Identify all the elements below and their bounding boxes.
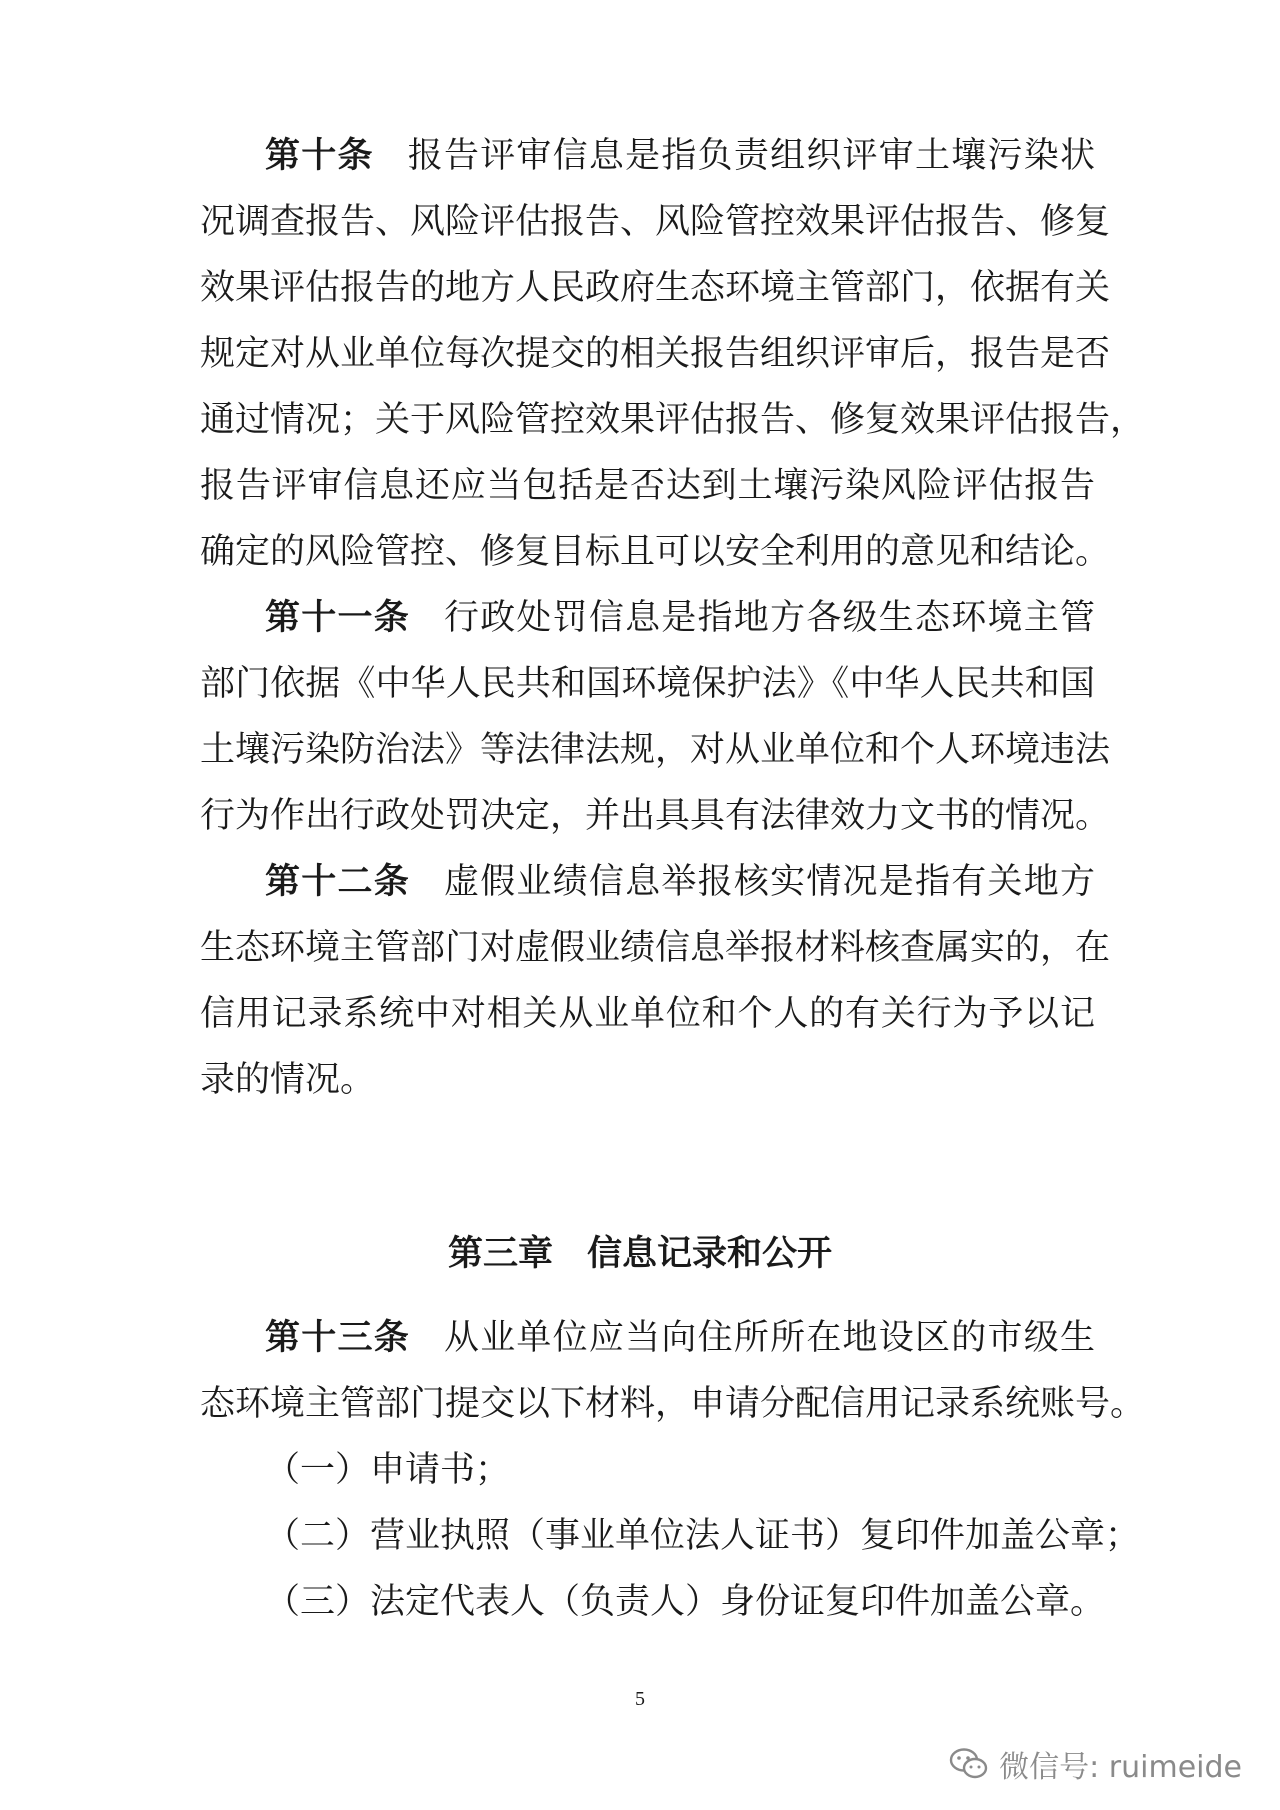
article13-line-2: 态环境主管部门提交以下材料，申请分配信用记录系统账号。 <box>200 1384 1146 1424</box>
article13-item-2: （二）营业执照（事业单位法人证书）复印件加盖公章； <box>265 1516 1141 1556</box>
article11-number: 第十一条 <box>265 598 410 638</box>
article11-line-2: 部门依据《中华人民共和国环境保护法》《中华人民共和国 <box>200 664 1095 704</box>
article12-line-1: 第十二条 虚假业绩信息举报核实情况是指有关地方 <box>265 862 1095 902</box>
article12-number: 第十二条 <box>265 862 410 902</box>
chapter-heading <box>0 1218 1280 1290</box>
article11-line-3: 土壤污染防治法》等法律法规，对从业单位和个人环境违法 <box>200 730 1111 770</box>
article13-number: 第十三条 <box>265 1318 410 1358</box>
article10-line-4: 规定对从业单位每次提交的相关报告组织评审后，报告是否 <box>200 334 1111 374</box>
article10-line-5: 通过情况；关于风险管控效果评估报告、修复效果评估报告， <box>200 400 1146 440</box>
article12-line-4: 录的情况。 <box>200 1060 376 1100</box>
article13-item-1: （一）申请书； <box>265 1450 511 1490</box>
article10-line-7: 确定的风险管控、修复目标且可以安全利用的意见和结论。 <box>200 532 1111 572</box>
article13-line-1: 第十三条 从业单位应当向住所所在地设区的市级生 <box>265 1318 1095 1358</box>
wechat-icon <box>949 1747 989 1781</box>
chapter-number: 第三章 <box>447 1234 553 1274</box>
article12-line-3: 信用记录系统中对相关从业单位和个人的有关行为予以记 <box>200 994 1095 1034</box>
page-number: 5 <box>635 1688 645 1710</box>
article10-line-2: 况调查报告、风险评估报告、风险管控效果评估报告、修复 <box>200 202 1111 242</box>
chapter-title: 信息记录和公开 <box>587 1234 833 1274</box>
watermark-text: 微信号: ruimeide <box>999 1750 1242 1785</box>
article10-line-3: 效果评估报告的地方人民政府生态环境主管部门，依据有关 <box>200 268 1111 308</box>
article13-item-3: （三）法定代表人（负责人）身份证复印件加盖公章。 <box>265 1582 1106 1622</box>
article11-line-1: 第十一条 行政处罚信息是指地方各级生态环境主管 <box>265 598 1095 638</box>
article10-line-6: 报告评审信息还应当包括是否达到土壤污染风险评估报告 <box>200 466 1095 506</box>
article12-line-2: 生态环境主管部门对虚假业绩信息举报材料核查属实的，在 <box>200 928 1111 968</box>
article10-line-1: 第十条 报告评审信息是指负责组织评审土壤污染状 <box>265 136 1095 176</box>
watermark <box>949 1742 1242 1786</box>
article10-number: 第十条 <box>265 136 374 176</box>
article11-line-4: 行为作出行政处罚决定，并出具具有法律效力文书的情况。 <box>200 796 1111 836</box>
